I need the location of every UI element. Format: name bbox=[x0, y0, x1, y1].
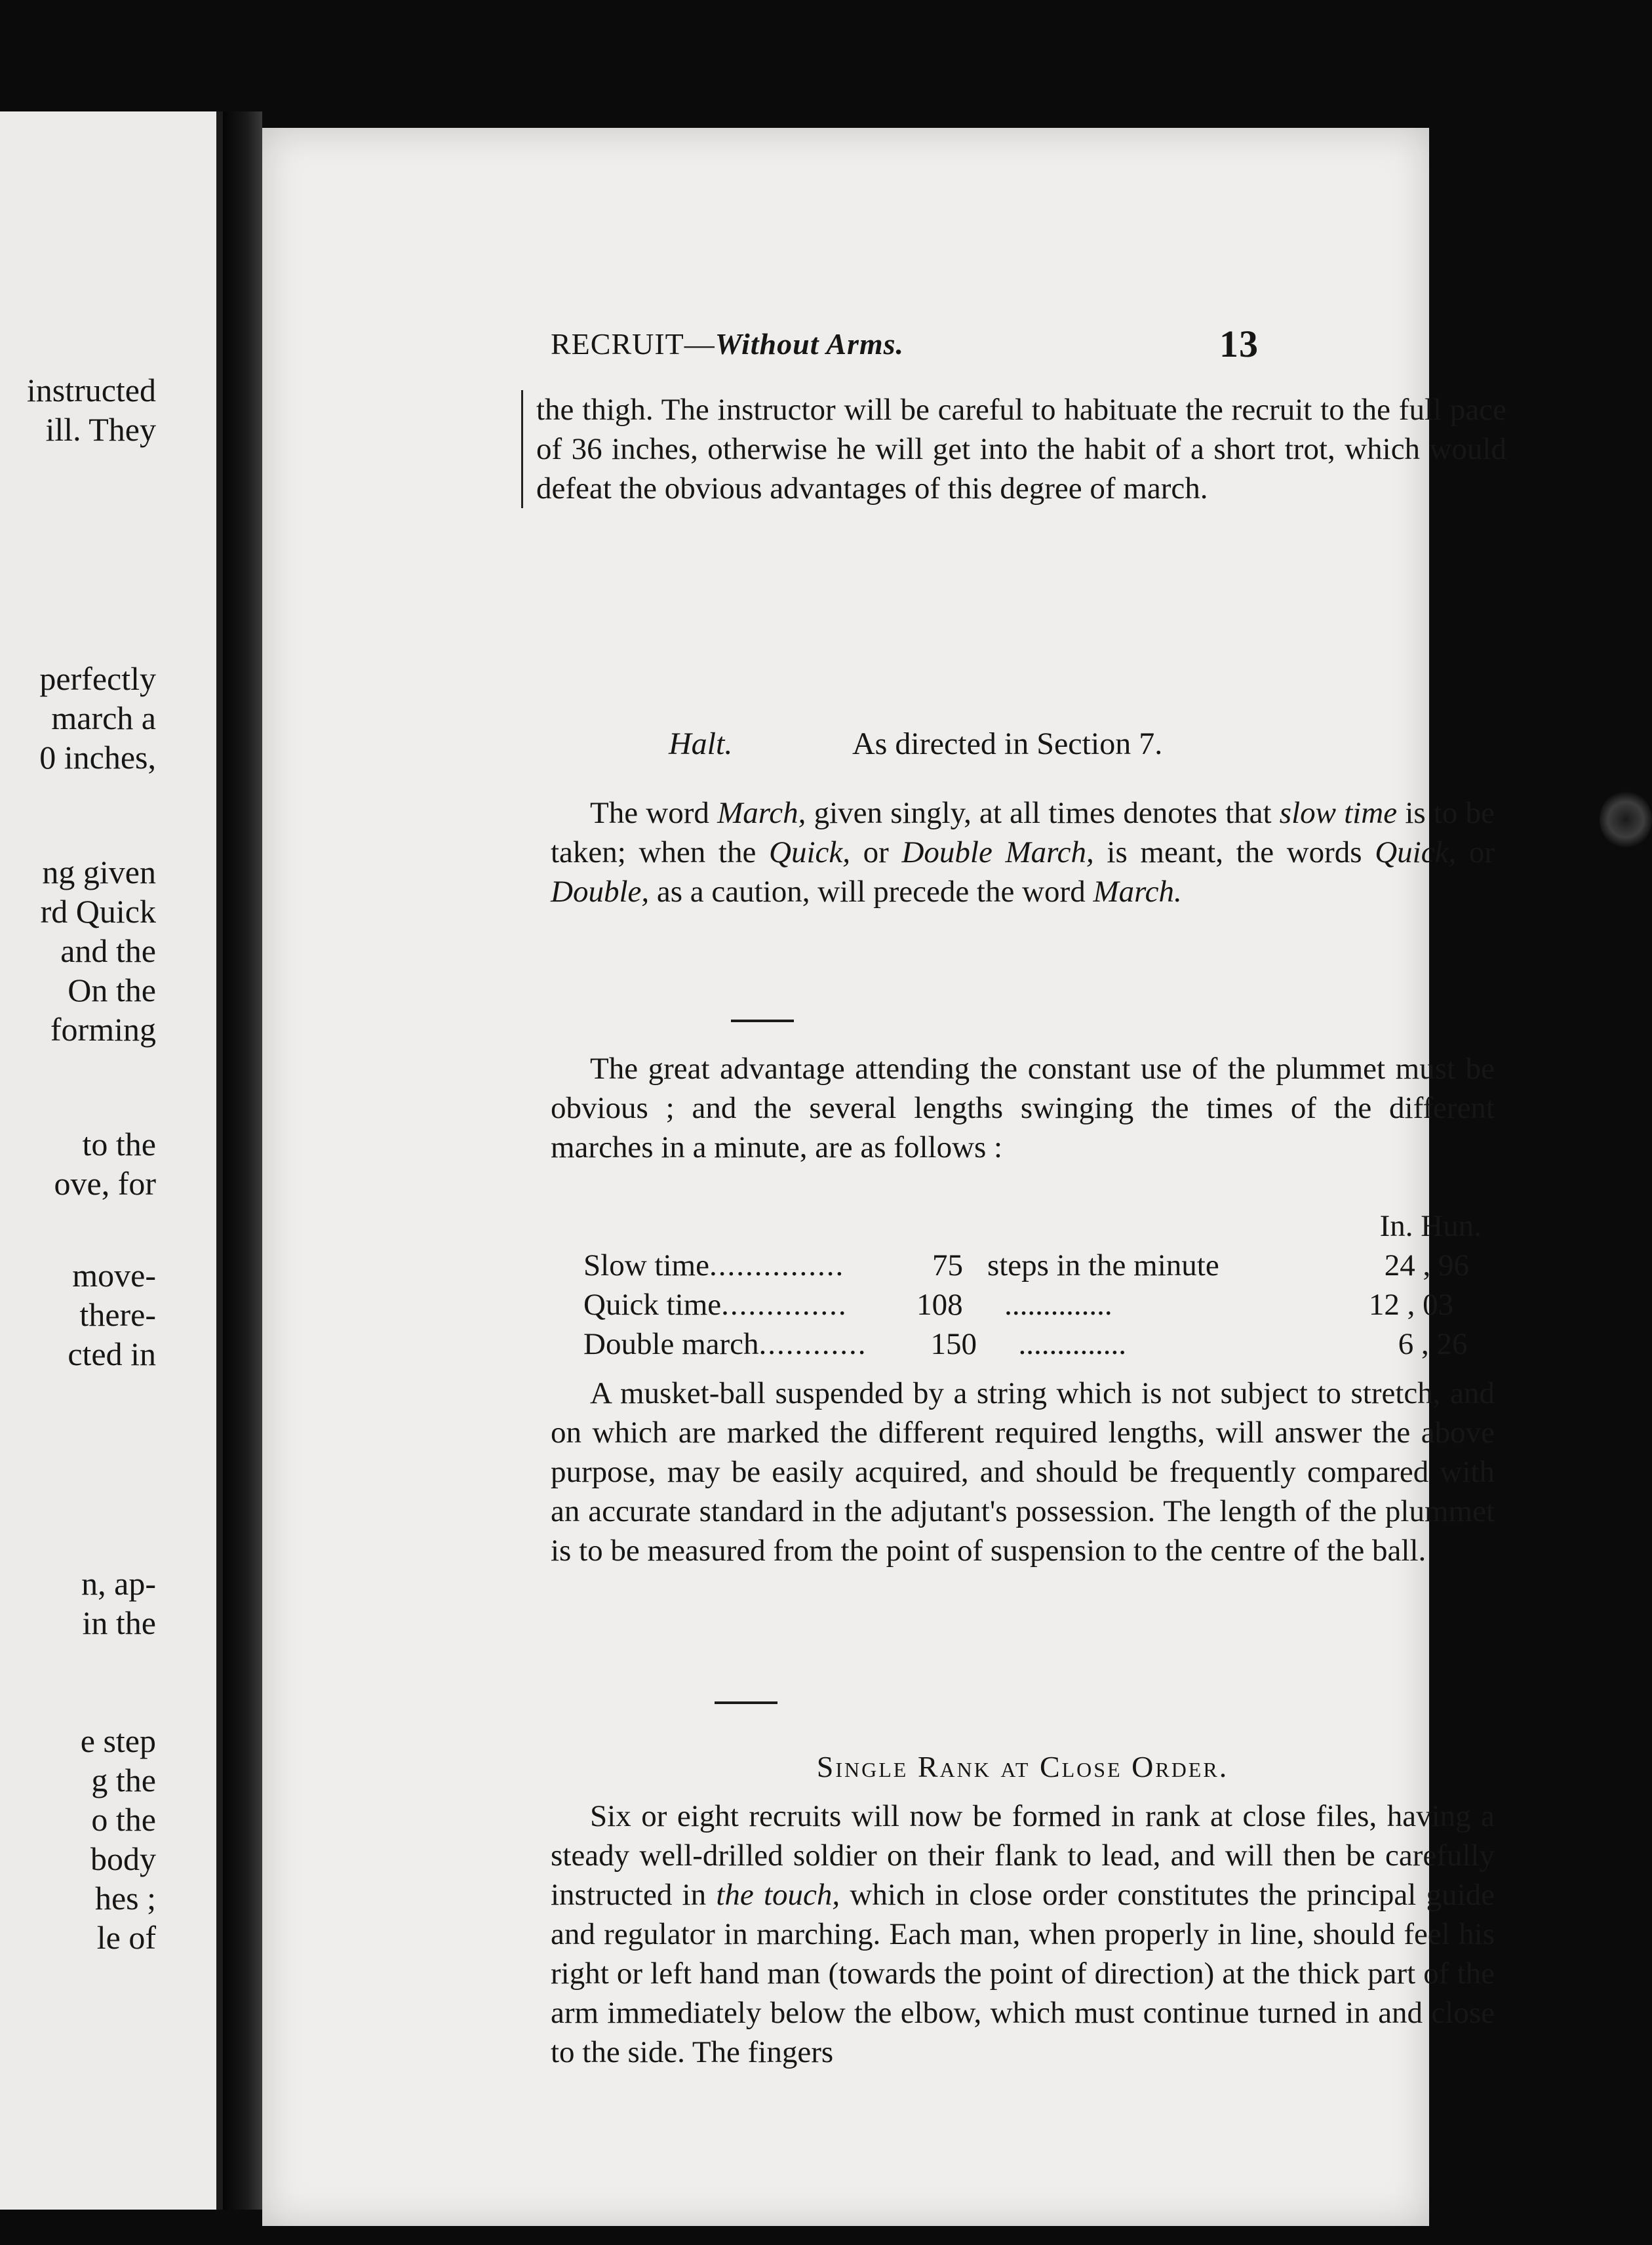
table-row bbox=[583, 1246, 1495, 1285]
left-page-line: and the bbox=[60, 932, 156, 969]
steps-value: 75 bbox=[932, 1248, 963, 1282]
paragraph-text bbox=[551, 793, 1495, 911]
left-page-line: instructed bbox=[26, 372, 156, 408]
length-value: 12 , 03 bbox=[1368, 1288, 1454, 1322]
left-page-line: ng given bbox=[42, 854, 156, 890]
italic-term: Quick, bbox=[1375, 835, 1457, 869]
left-page-line: to the bbox=[82, 1126, 156, 1162]
italic-term: the touch, bbox=[716, 1878, 840, 1912]
italic-term: March, bbox=[717, 796, 806, 830]
left-page-line: le of bbox=[96, 1919, 156, 1956]
steps-value: 108 bbox=[916, 1288, 963, 1322]
left-page-line: cted in bbox=[68, 1336, 156, 1372]
paragraph-text: The great advantage attending the constant use of the plummet must be obvious ; and the several lengths swinging the times of the different marches in a minute, are as follows : bbox=[551, 1052, 1495, 1164]
text-run: The word bbox=[590, 796, 718, 830]
italic-term: Quick, bbox=[769, 835, 850, 869]
march-word-paragraph bbox=[551, 793, 1495, 911]
text-run: given singly, at all times denotes that bbox=[806, 796, 1280, 830]
left-page-line: perfectly bbox=[39, 660, 156, 697]
left-page-line: n, ap- bbox=[81, 1565, 156, 1602]
table-row bbox=[583, 1285, 1495, 1324]
paragraph-text: A musket-ball suspended by a string which is not subject to stretch, and on which are marked the different required lengths, will answer the above purpose, may be easily acquired, and should be frequently compared with an accurate standard in the adjutant's possession. The length of the plummet is to be measured from the point of suspension to the centre of the ball. bbox=[551, 1376, 1495, 1568]
text-run: or bbox=[850, 835, 902, 869]
close-order-paragraph bbox=[551, 1797, 1495, 2072]
left-page-line: rd Quick bbox=[40, 893, 156, 930]
row-label: Quick time bbox=[583, 1288, 722, 1322]
dot-leader: ............ bbox=[758, 1327, 867, 1361]
running-header bbox=[551, 318, 1259, 370]
section-divider bbox=[715, 1701, 777, 1704]
left-page-line: g the bbox=[91, 1762, 156, 1798]
section-heading: Single Rank at Close Order. bbox=[816, 1750, 1229, 1783]
left-page-line: there- bbox=[79, 1296, 156, 1333]
italic-term: Double March, bbox=[901, 835, 1094, 869]
left-page-line: e step bbox=[80, 1722, 156, 1759]
table-row bbox=[583, 1324, 1495, 1364]
command-label: Halt. bbox=[669, 726, 733, 761]
row-note: .............. bbox=[1004, 1288, 1112, 1322]
ink-blot bbox=[1600, 790, 1652, 849]
text-run: which in close order constitutes the principal guide and regulator in marching. Each man, when properly in line, should feel his right or left hand man (towards the point of direction) at the thick part of the arm immediately below the elbow, which must continue turned in and close to the side. The fingers bbox=[551, 1878, 1495, 2069]
continued-paragraph bbox=[521, 390, 1506, 508]
length-value: 6 , 26 bbox=[1398, 1327, 1468, 1361]
left-page-line: forming bbox=[50, 1011, 156, 1048]
row-note: steps in the minute bbox=[987, 1248, 1219, 1282]
table-header: In. Hun. bbox=[1379, 1209, 1482, 1243]
text-run: as a caution, will precede the word bbox=[649, 875, 1093, 909]
dot-leader: .............. bbox=[721, 1288, 848, 1322]
left-page-line: o the bbox=[91, 1801, 156, 1838]
paragraph-text: the thigh. The instructor will be careful to habituate the recruit to the full pace of 36 inches, otherwise he will get into the habit of a short trot, which would defeat the obvious advantages of this degree of march. bbox=[536, 393, 1506, 506]
header-title: RECRUIT— bbox=[551, 327, 715, 361]
paragraph-text bbox=[551, 1797, 1495, 2072]
left-page-line: ove, for bbox=[54, 1165, 156, 1202]
page-number: 13 bbox=[1219, 323, 1259, 365]
italic-term: Double, bbox=[551, 875, 650, 909]
book-page bbox=[262, 128, 1506, 2226]
left-page-line: move- bbox=[72, 1257, 156, 1294]
left-page-line: body bbox=[90, 1840, 156, 1877]
plummet-paragraph bbox=[551, 1049, 1495, 1167]
header-subtitle: Without Arms. bbox=[715, 327, 905, 361]
book-gutter bbox=[223, 111, 262, 2210]
left-page-line: On the bbox=[68, 972, 156, 1008]
left-page-line: ill. They bbox=[45, 411, 156, 448]
previous-page-fragment bbox=[0, 111, 223, 2210]
section-divider bbox=[731, 1020, 794, 1022]
dot-leader: ............... bbox=[709, 1248, 845, 1282]
text-run: Six or eight recruits will now be formed in rank at close files, having a steady well-drilled soldier on their flank to lead, and will then be carefully instructed in bbox=[551, 1799, 1495, 1912]
left-page-line: march a bbox=[51, 700, 156, 736]
italic-term: March. bbox=[1093, 875, 1182, 909]
left-page-line: in the bbox=[82, 1604, 156, 1641]
row-label: Slow time bbox=[583, 1248, 709, 1282]
march-rate-table bbox=[583, 1206, 1495, 1364]
steps-value: 150 bbox=[930, 1327, 977, 1361]
row-label: Double march bbox=[583, 1327, 759, 1361]
length-value: 24 , 96 bbox=[1384, 1248, 1469, 1282]
text-run: is to be taken; when the bbox=[551, 796, 1495, 869]
row-note: .............. bbox=[1018, 1327, 1127, 1361]
command-text: As directed in Section 7. bbox=[852, 726, 1163, 761]
musket-ball-paragraph bbox=[551, 1374, 1495, 1570]
text-run: is meant, the words bbox=[1093, 835, 1375, 869]
halt-command bbox=[669, 725, 1455, 764]
italic-term: slow time bbox=[1279, 796, 1398, 830]
left-page-line: hes ; bbox=[94, 1880, 156, 1917]
text-run: or bbox=[1456, 835, 1495, 869]
left-page-line: 0 inches, bbox=[39, 739, 156, 776]
